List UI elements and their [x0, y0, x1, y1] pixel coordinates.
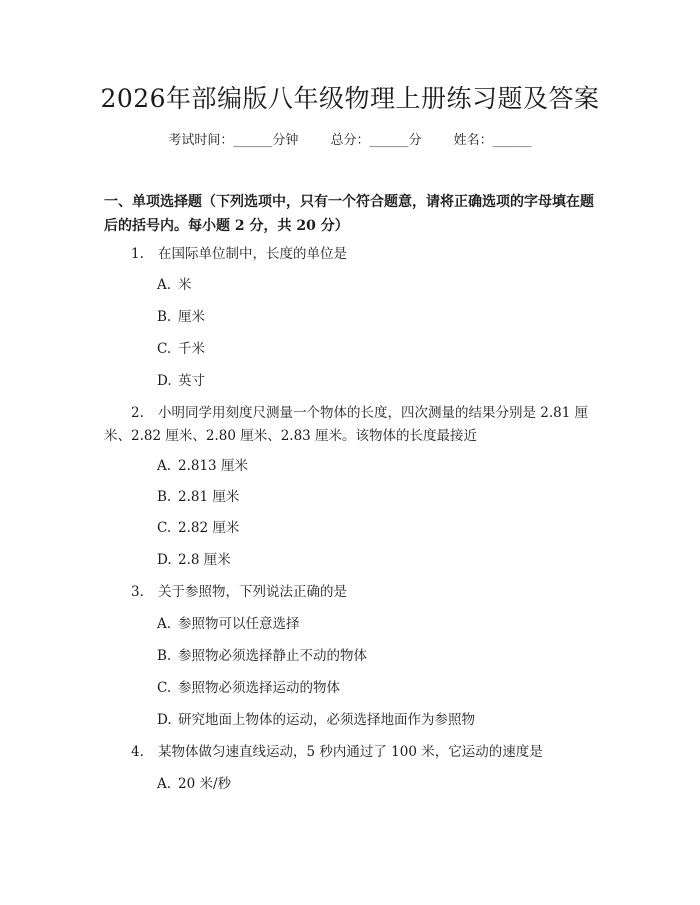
option-text: 参照物必须选择运动的物体 — [178, 680, 340, 696]
option-label: C. — [157, 520, 172, 536]
question-text: 小明同学用刻度尺测量一个物体的长度，四次测量的结果分别是 2.81 厘 — [158, 405, 589, 421]
option-3c — [157, 678, 340, 698]
option-1d — [157, 371, 205, 391]
question-text: 某物体做匀速直线运动，5 秒内通过了 100 米，它运动的速度是 — [158, 744, 543, 760]
student-name-field: 姓名：______ — [453, 133, 532, 148]
option-label: B. — [157, 309, 172, 325]
option-text: 参照物可以任意选择 — [178, 616, 300, 632]
exam-time-field: 考试时间：______分钟 — [168, 133, 299, 148]
question-number: 1. — [131, 246, 144, 262]
question-text: 关于参照物，下列说法正确的是 — [158, 584, 347, 600]
question-2 — [131, 403, 588, 423]
option-label: C. — [157, 680, 172, 696]
option-text: 厘米 — [178, 309, 205, 325]
option-4a — [157, 774, 231, 794]
question-1 — [131, 244, 347, 264]
option-1a — [157, 275, 192, 295]
question-number: 3. — [131, 584, 144, 600]
option-2a — [157, 456, 248, 476]
option-1b — [157, 307, 205, 327]
option-label: D. — [157, 552, 172, 568]
option-label: A. — [157, 616, 172, 632]
question-3 — [131, 582, 347, 602]
option-2c — [157, 518, 239, 538]
option-label: B. — [157, 489, 172, 505]
option-label: A. — [157, 776, 172, 792]
option-label: D. — [157, 373, 172, 389]
option-3a — [157, 614, 300, 634]
option-label: C. — [157, 341, 172, 357]
option-text: 2.82 厘米 — [178, 520, 240, 536]
question-text: 在国际单位制中，长度的单位是 — [158, 246, 347, 262]
option-label: A. — [157, 458, 172, 474]
option-text: 英寸 — [178, 373, 205, 389]
page-title: 2026年部编版八年级物理上册练习题及答案 — [100, 84, 600, 113]
option-2d — [157, 550, 231, 570]
section-heading — [104, 190, 604, 238]
option-text: 2.81 厘米 — [178, 489, 240, 505]
option-text: 千米 — [178, 341, 205, 357]
question-number: 4. — [131, 744, 144, 760]
option-label: A. — [157, 277, 172, 293]
question-4 — [131, 742, 543, 762]
option-label: B. — [157, 648, 172, 664]
exam-info — [0, 131, 700, 151]
option-text: 2.8 厘米 — [178, 552, 231, 568]
option-1c — [157, 339, 205, 359]
option-2b — [157, 487, 239, 507]
option-3b — [157, 646, 367, 666]
option-3d — [157, 710, 475, 730]
option-text: 2.813 厘米 — [178, 458, 248, 474]
question-number: 2. — [131, 405, 144, 421]
option-label: D. — [157, 712, 172, 728]
section-heading-line-1: 一、单项选择题（下列选项中，只有一个符合题意，请将正确选项的字母填在题 — [104, 194, 594, 210]
option-text: 20 米/秒 — [178, 776, 232, 792]
option-text: 米 — [178, 277, 192, 293]
option-text: 研究地面上物体的运动，必须选择地面作为参照物 — [178, 712, 475, 728]
section-heading-line-2: 后的括号内。每小题 2 分，共 20 分） — [104, 218, 349, 234]
option-text: 参照物必须选择静止不动的物体 — [178, 648, 367, 664]
question-2-continuation: 米、2.82 厘米、2.80 厘米、2.83 厘米。该物体的长度最接近 — [104, 428, 478, 444]
total-score-field: 总分：______分 — [330, 133, 422, 148]
